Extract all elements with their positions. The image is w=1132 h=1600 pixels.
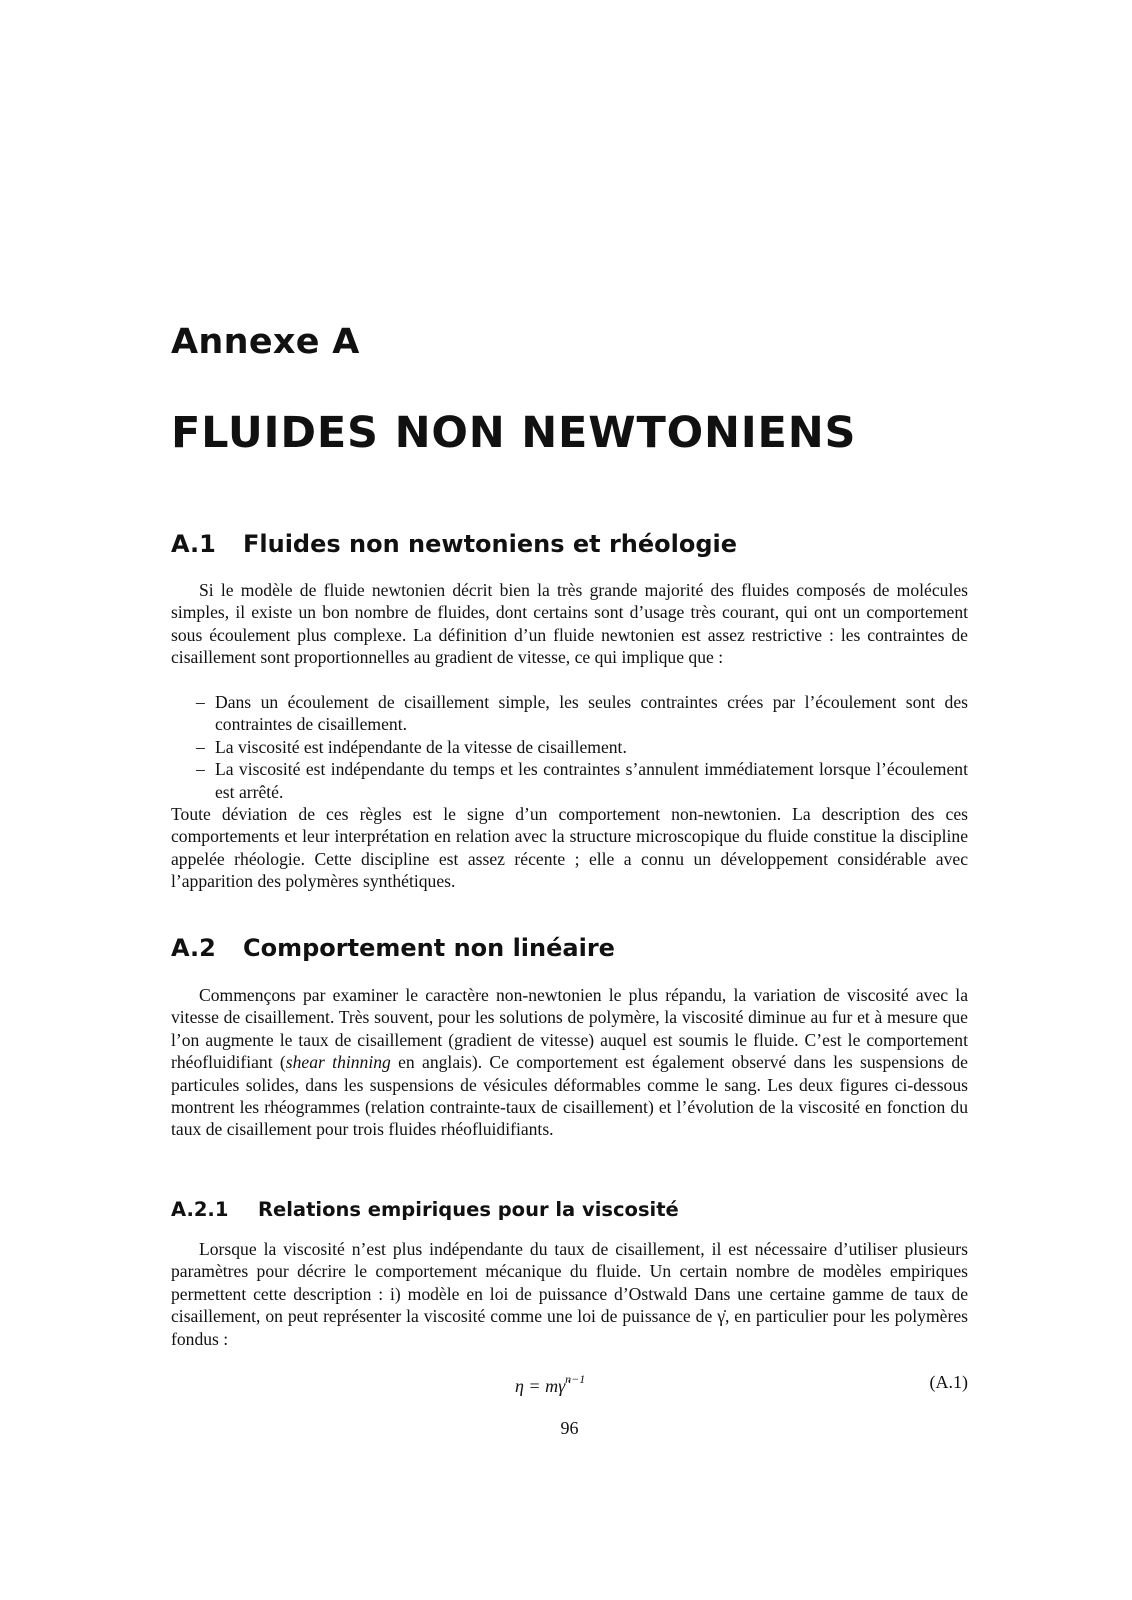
- list-item: [171, 691, 968, 736]
- list-item: [171, 736, 968, 758]
- list-item-text: Dans un écoulement de cisaillement simple, les seules contraintes crées par l’écoulement sont des contraintes de cisaillement.: [215, 692, 968, 735]
- section-title: Comportement non linéaire: [243, 934, 615, 962]
- section-a1-conclusion: Toute déviation de ces règles est le signe d’un comportement non-newtonien. La description des ces comportements et leur interprétation en relation avec la structure microscopique du fluide constitue la discipline appelée rhéologie. Cette discipline est assez récente ; elle a connu un développement considérable avec l’apparition des polymères synthétiques.: [171, 804, 968, 892]
- bullet-dash: –: [196, 692, 205, 712]
- equation-lhs: η = mγ̇: [515, 1376, 566, 1396]
- page-number: 96: [560, 1418, 579, 1438]
- equation-a1: [171, 1372, 968, 1398]
- section-heading-a2: [171, 934, 615, 962]
- section-number: A.1: [171, 530, 216, 558]
- equation-exponent: n−1: [565, 1372, 586, 1386]
- chapter-label: Annexe A: [171, 322, 360, 362]
- paragraph-text: en anglais). Ce comportement est également observé dans les suspensions de particules solides, dans les suspensions de vésicules déformables comme le sang. Les deux figures ci-dessous montrent les rhéogrammes (relation contrainte-taux de cisaillement) et l’évolution de la viscosité en fonction du taux de cisaillement pour trois fluides rhéofluidifiants.: [171, 1052, 968, 1140]
- bullet-dash: –: [196, 736, 205, 757]
- requirements-list: [171, 691, 968, 803]
- subsection-a21-paragraph: Lorsque la viscosité n’est plus indépendante du taux de cisaillement, il est nécessaire d’utiliser plusieurs paramètres pour décrire le comportement mécanique du fluide. Un certain nombre de modèles empiriques permettent cette description : i) modèle en loi de puissance d’Ostwald Dans une certaine gamme de taux de cisaillement, on peut représenter la viscosité comme une loi de puissance de γ̇, en particulier pour les polymères fondus :: [171, 1239, 968, 1349]
- section-heading-a1: [171, 530, 737, 558]
- subsection-heading-a21: [171, 1198, 679, 1221]
- chapter-title: FLUIDES NON NEWTONIENS: [171, 408, 857, 458]
- equation-body: [515, 1372, 585, 1397]
- section-a2-paragraph: [171, 984, 968, 1141]
- list-item-text: La viscosité est indépendante du temps et les contraintes s’annulent immédiatement lorsque l’écoulement est arrêté.: [215, 759, 968, 802]
- paragraph-text: Commençons par examiner le caractère non-newtonien le plus répandu, la variation de viscosité avec la vitesse de cisaillement. Très souvent, pour les solutions de polymère, la viscosité diminue au fur et à mesure que l’on augmente le taux de cisaillement (gradient de vitesse) auquel est soumis le fluide. C’est le comportement rhéofluidifiant (: [171, 985, 968, 1073]
- emphasis-term: shear thinning: [285, 1052, 391, 1073]
- list-item: [171, 758, 968, 803]
- subsection-number: A.2.1: [171, 1198, 229, 1221]
- bullet-dash: –: [196, 759, 205, 780]
- subsection-title: Relations empiriques pour la viscosité: [258, 1198, 679, 1221]
- section-a1-intro: Si le modèle de fluide newtonien décrit bien la très grande majorité des fluides composés de molécules simples, il existe un bon nombre de fluides, dont certains sont d’usage très courant, qui ont un comportement sous écoulement plus complexe. La définition d’un fluide newtonien est assez restrictive : les contraintes de cisaillement sont proportionnelles au gradient de vitesse, ce qui implique que :: [171, 580, 968, 668]
- section-title: Fluides non newtoniens et rhéologie: [243, 530, 738, 558]
- equation-number: (A.1): [929, 1372, 968, 1392]
- list-item-text: La viscosité est indépendante de la vitesse de cisaillement.: [215, 736, 627, 757]
- section-number: A.2: [171, 934, 216, 962]
